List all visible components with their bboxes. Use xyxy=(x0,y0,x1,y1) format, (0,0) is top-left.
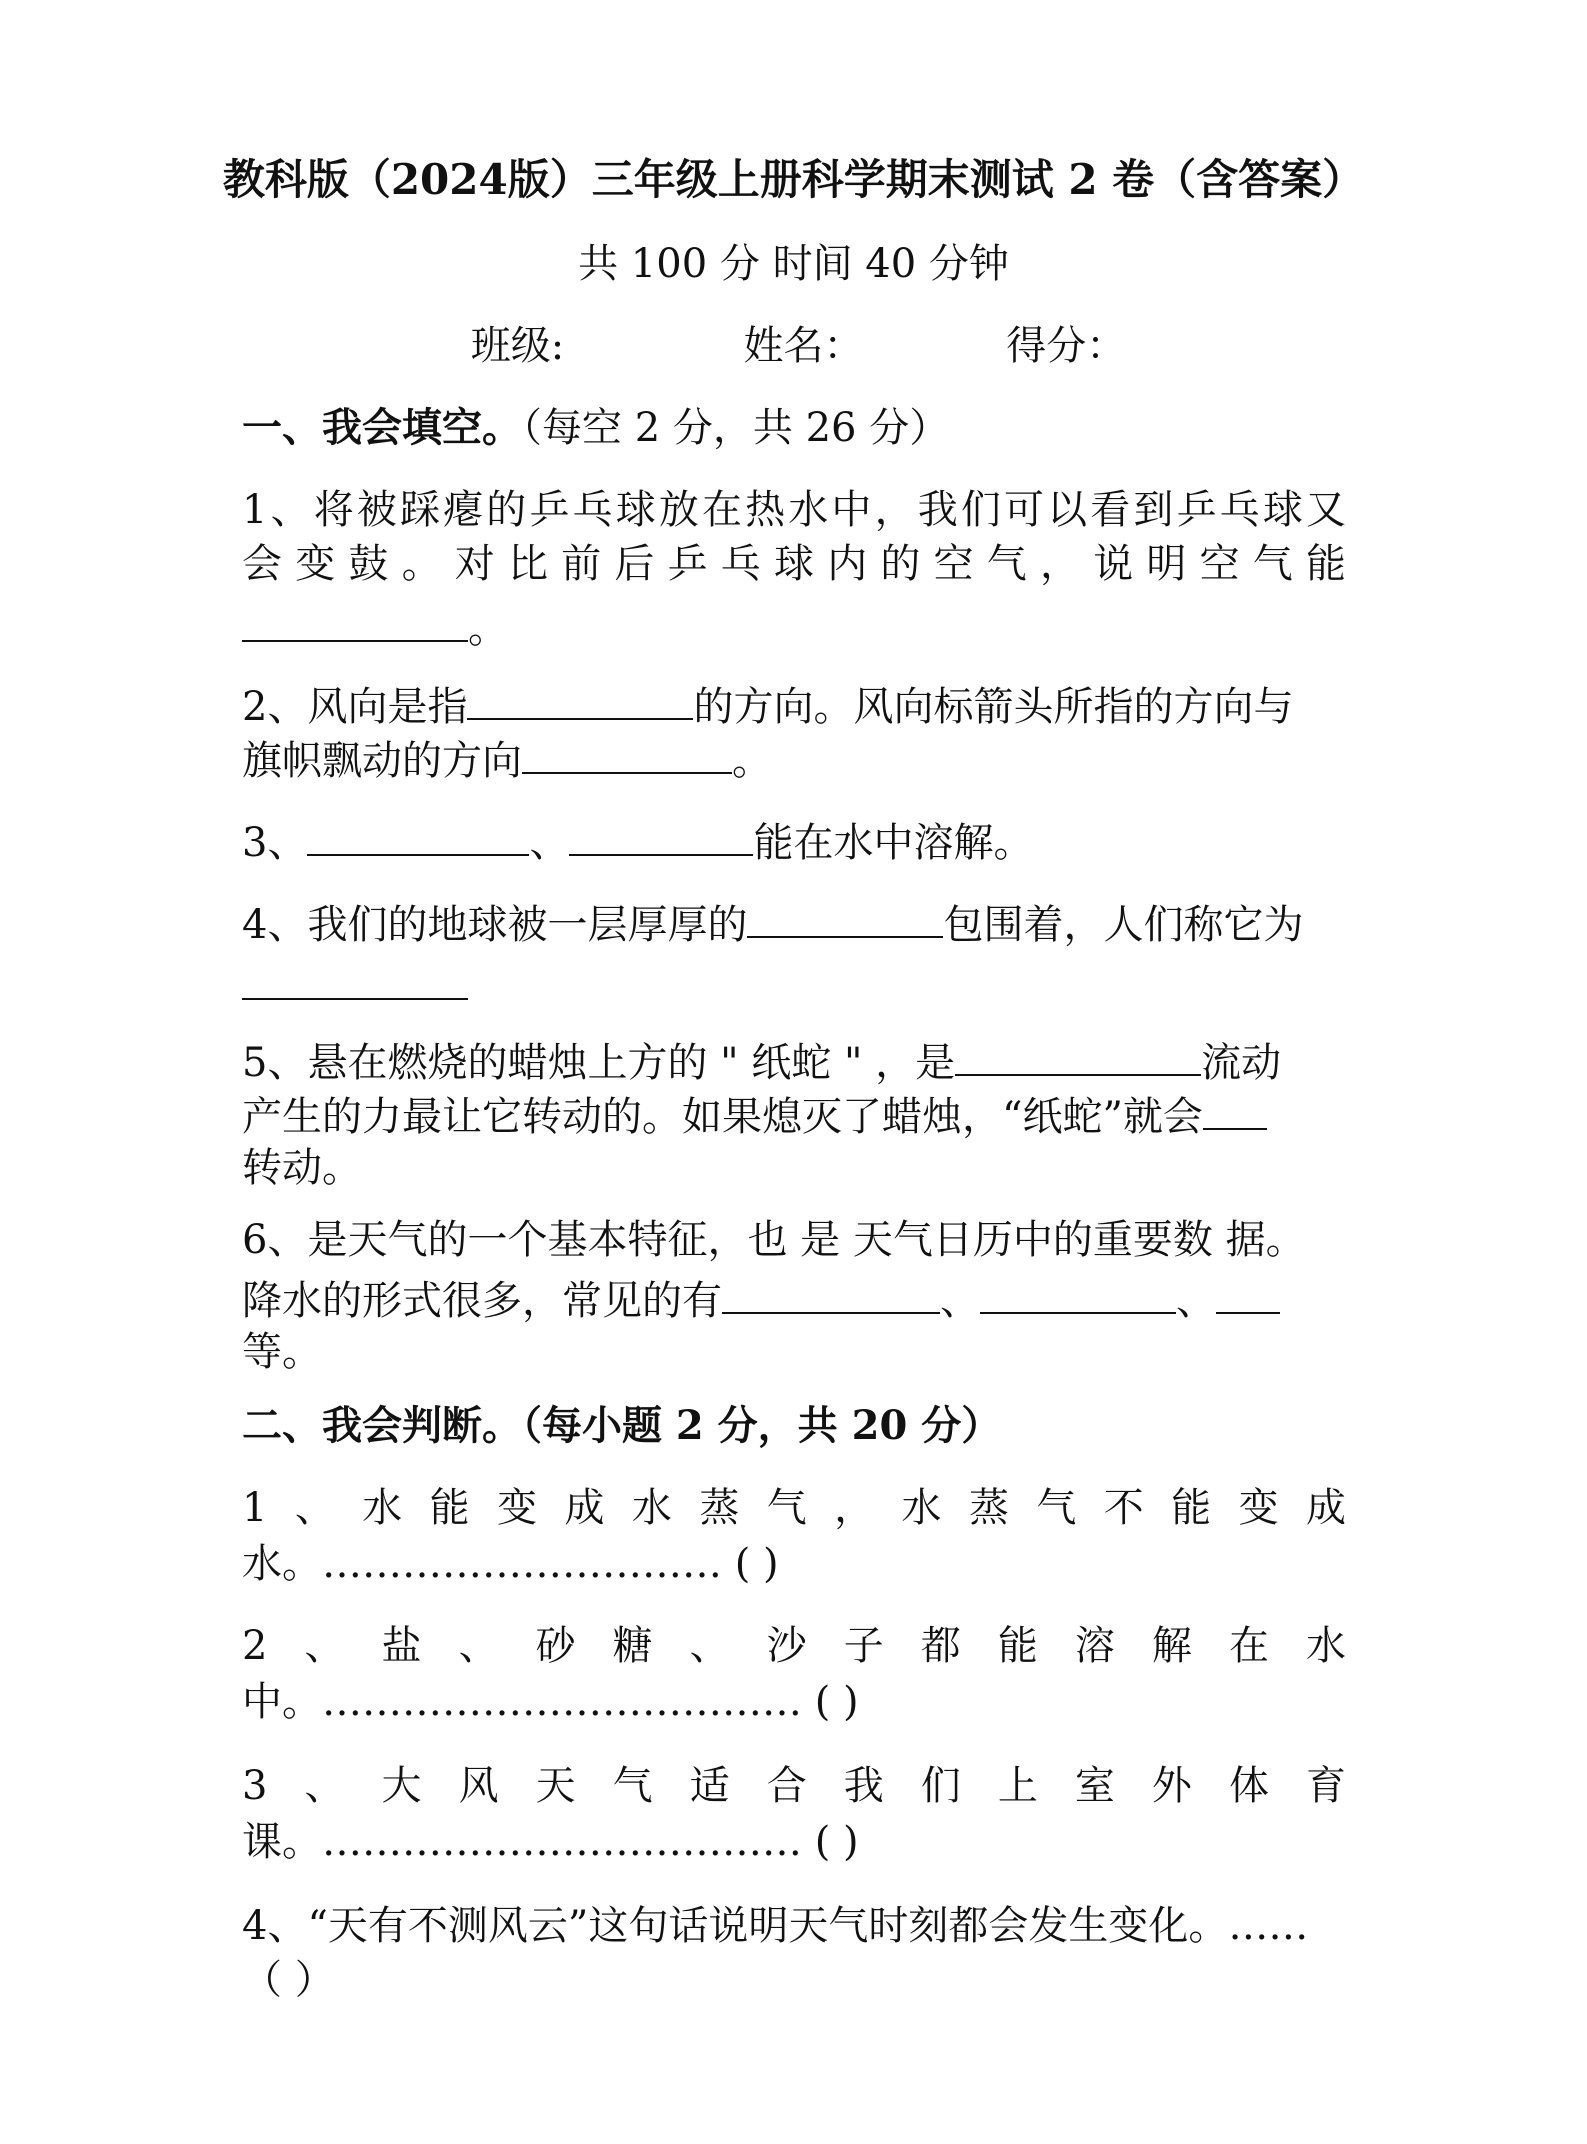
s1-q5-blank1[interactable] xyxy=(955,1034,1201,1076)
s2-q1-line2: 水。………………………… ( ) xyxy=(242,1541,779,1587)
s1-q4-part2: 包围着，人们称它为 xyxy=(943,902,1304,948)
s1-q4-blank1[interactable] xyxy=(747,896,943,938)
s2-q2-line2: 中。……………………………… ( ) xyxy=(242,1679,859,1725)
s1-q6-line3: 等。 xyxy=(242,1329,322,1375)
s2-q4-line1: 4、“天有不测风云”这句话说明天气时刻都会发生变化。…… xyxy=(242,1903,1309,1949)
s1-q5-line3: 转动。 xyxy=(242,1145,362,1191)
s1-q6-sep2: 、 xyxy=(1176,1278,1216,1324)
s1-q5-blank2[interactable] xyxy=(1203,1088,1267,1130)
s1-q4-blank2[interactable] xyxy=(242,958,468,1000)
s1-q1-line3 xyxy=(242,600,1346,653)
s1-q2-blank1[interactable] xyxy=(467,678,693,720)
s1-q2-line2-end: 。 xyxy=(732,738,772,784)
s2-q3-line2: 课。……………………………… ( ) xyxy=(242,1819,859,1865)
s1-q3-line xyxy=(242,814,1346,867)
s1-q5-line2-text: 产生的力最让它转动的。如果熄灭了蜡烛，“纸蛇”就会 xyxy=(242,1094,1203,1140)
s1-q6-sep1: 、 xyxy=(940,1278,980,1324)
s1-q2-blank2[interactable] xyxy=(522,732,732,774)
exam-subtitle: 共 100 分 时间 40 分钟 xyxy=(578,241,1009,287)
s1-q3-sep: 、 xyxy=(529,820,570,866)
s1-q5-line2 xyxy=(242,1088,1346,1141)
s1-q6-line2 xyxy=(242,1272,1346,1325)
class-label: 班级: xyxy=(470,323,565,369)
section2-heading xyxy=(242,1402,1346,1450)
s1-q3-end: 能在水中溶解。 xyxy=(753,820,1034,866)
score-label: 得分： xyxy=(1006,323,1127,369)
s1-q4-part1: 4、我们的地球被一层厚厚的 xyxy=(242,902,748,948)
s1-q2-part2: 的方向。风向标箭头所指的方向与 xyxy=(693,684,1294,730)
s1-q6-blank1[interactable] xyxy=(722,1272,940,1314)
s1-q4-line2 xyxy=(242,958,1346,1011)
s1-q6-line1: 6、是天气的一个基本特征，也 是 天气日历中的重要数 据。 xyxy=(242,1217,1306,1263)
section2-title: 二、我会判断。 xyxy=(242,1402,522,1449)
s1-q1-line2: 会变鼓。对比前后乒乓球内的空气，说明空气能 xyxy=(242,541,1346,587)
s1-q3-num: 3、 xyxy=(242,820,308,866)
section1-title: 一、我会填空。 xyxy=(242,404,522,451)
section1-heading xyxy=(242,404,1346,452)
section2-note: （每小题 2 分，共 20 分） xyxy=(522,1402,1002,1449)
s1-q4-line1 xyxy=(242,896,1346,949)
s1-q5-part2: 流动 xyxy=(1201,1040,1282,1086)
s1-q6-line2-start: 降水的形式很多，常见的有 xyxy=(242,1278,722,1324)
student-info-row xyxy=(0,322,1587,370)
s1-q5-line1 xyxy=(242,1034,1346,1087)
exam-title: 教科版（2024版）三年级上册科学期末测试 2 卷（含答案） xyxy=(222,155,1365,204)
s2-q2-line1: 2、盐、砂糖、沙子都能溶解在水 xyxy=(242,1623,1346,1669)
s1-q1-end: 。 xyxy=(468,606,508,652)
name-label: 姓名： xyxy=(743,323,864,369)
s1-q3-blank2[interactable] xyxy=(569,814,753,856)
s1-q1-blank[interactable] xyxy=(242,600,468,642)
s1-q5-part1: 5、悬在燃烧的蜡烛上方的 " 纸蛇 " ，是 xyxy=(242,1040,956,1086)
s1-q2-part1: 2、风向是指 xyxy=(242,684,468,730)
s1-q3-blank1[interactable] xyxy=(307,814,529,856)
s1-q6-blank3[interactable] xyxy=(1216,1272,1280,1314)
s1-q2-line2-start: 旗帜飘动的方向 xyxy=(242,738,522,784)
s1-q6-blank2[interactable] xyxy=(980,1272,1176,1314)
s1-q1-line1: 1、将被踩瘪的乒乓球放在热水中，我们可以看到乒乓球又 xyxy=(242,487,1346,533)
s2-q3-line1: 3、大风天气适合我们上室外体育 xyxy=(242,1763,1346,1809)
s2-q1-line1: 1、水能变成水蒸气，水蒸气不能变成 xyxy=(242,1485,1346,1531)
s2-q4-line2: （ ） xyxy=(242,1957,335,2003)
section1-note: （每空 2 分，共 26 分） xyxy=(522,405,950,451)
s1-q2-line1 xyxy=(242,678,1346,731)
s1-q2-line2 xyxy=(242,732,1346,785)
